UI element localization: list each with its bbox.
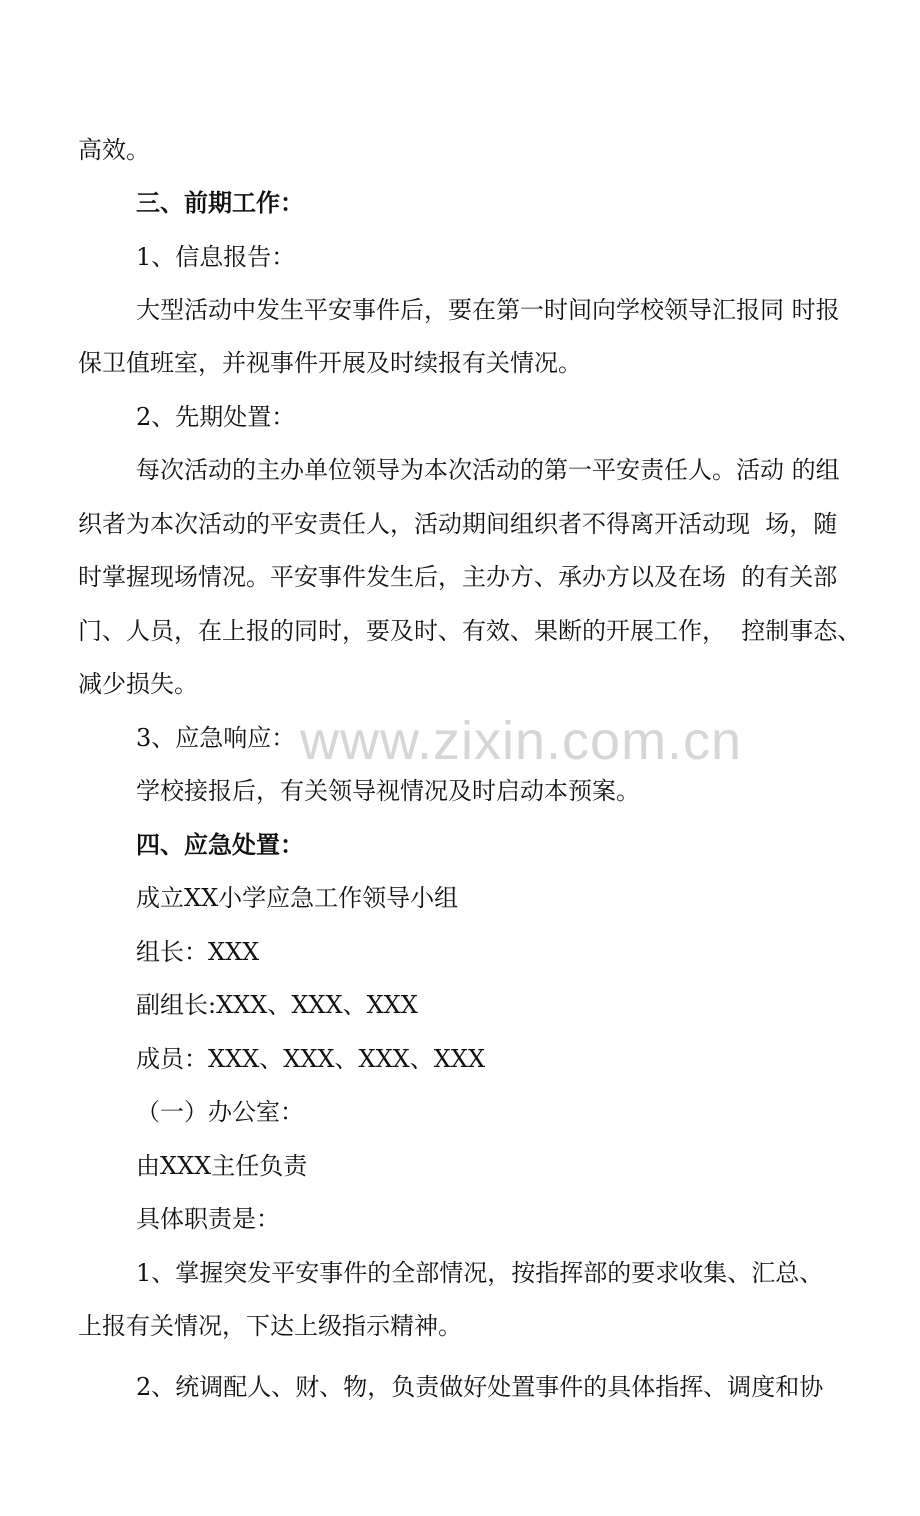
text-line: 副组长:XXX、XXX、XXX <box>136 991 418 1019</box>
watermark: www.zixin.com.cn <box>300 711 743 771</box>
text-line: 高效。 <box>78 136 150 164</box>
subheading: 1、信息报告： <box>136 243 296 271</box>
text-line: 上报有关情况，下达上级指示精神。 <box>78 1312 462 1340</box>
subheading: （一）办公室： <box>136 1098 304 1126</box>
text-line: 由XXX主任负责 <box>136 1152 308 1180</box>
text-line: 1、掌握突发平安事件的全部情况，按指挥部的要求收集、汇总、 <box>136 1259 824 1287</box>
text-line: 每次活动的主办单位领导为本次活动的第一平安责任人。活动 的组 <box>136 456 840 484</box>
text-line: 2、统调配人、财、物，负责做好处置事件的具体指挥、调度和协 <box>136 1373 824 1401</box>
text-line: 保卫值班室，并视事件开展及时续报有关情况。 <box>78 349 582 377</box>
text-line: 织者为本次活动的平安责任人，活动期间组织者不得离开活动现 场，随 <box>78 510 838 538</box>
text-line: 学校接报后，有关领导视情况及时启动本预案。 <box>136 777 640 805</box>
text-line: 时掌握现场情况。平安事件发生后，主办方、承办方以及在场 的有关部 <box>78 563 838 591</box>
text-line: 减少损失。 <box>78 670 198 698</box>
text-line: 门、人员，在上报的同时，要及时、有效、果断的开展工作， 控制事态、 <box>78 617 862 645</box>
section-heading: 三、前期工作： <box>136 189 304 217</box>
text-line: 具体职责是： <box>136 1205 280 1233</box>
text-line: 大型活动中发生平安事件后，要在第一时间向学校领导汇报同 时报 <box>136 296 840 324</box>
subheading: 3、应急响应： <box>136 724 296 752</box>
text-line: 组长：XXX <box>136 938 260 966</box>
text-line: 成员：XXX、XXX、XXX、XXX <box>136 1045 486 1073</box>
text-line: 成立XX小学应急工作领导小组 <box>136 884 459 912</box>
subheading: 2、先期处置： <box>136 403 296 431</box>
section-heading: 四、应急处置： <box>136 831 304 859</box>
